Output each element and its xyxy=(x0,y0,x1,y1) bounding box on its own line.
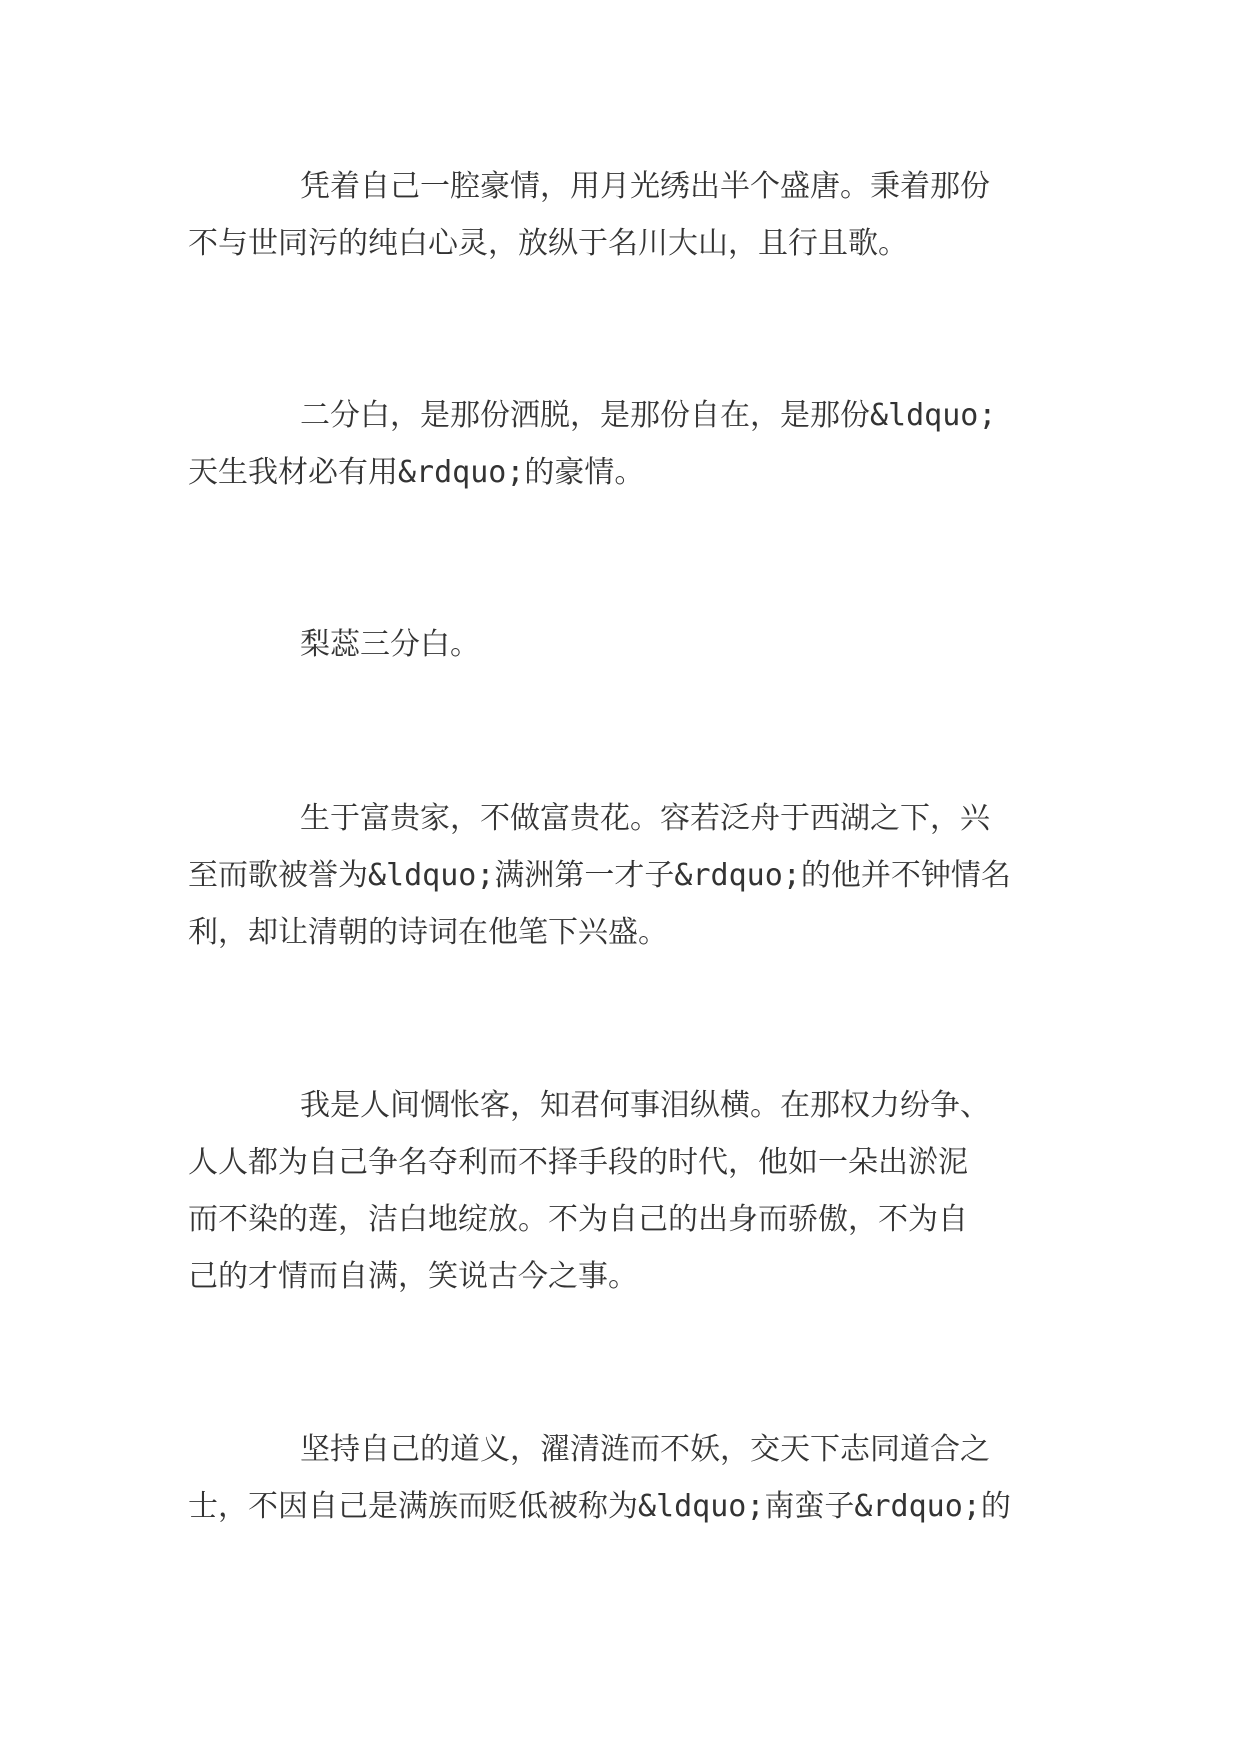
paragraph-3 xyxy=(188,616,1058,673)
paragraph-2-line-2: 天生我材必有用&rdquo;的豪情。 xyxy=(188,455,645,490)
paragraph-1-line-1: 凭着自己一腔豪情，用月光绣出半个盛唐。秉着那份 xyxy=(300,169,990,204)
paragraph-5-line-2: 人人都为自己争名夺利而不择手段的时代，他如一朵出淤泥 xyxy=(188,1145,968,1180)
paragraph-1 xyxy=(188,158,1058,272)
paragraph-6-line-2: 士，不因自己是满族而贬低被称为&ldquo;南蛮子&rdquo;的 xyxy=(188,1489,1011,1524)
paragraph-1-line-2: 不与世同污的纯白心灵，放纵于名川大山，且行且歌。 xyxy=(188,226,908,261)
paragraph-5 xyxy=(188,1077,1058,1305)
paragraph-4-line-2: 至而歌被誉为&ldquo;满洲第一才子&rdquo;的他并不钟情名 xyxy=(188,858,1011,893)
paragraph-3-line-1: 梨蕊三分白。 xyxy=(300,627,480,662)
paragraph-5-line-3: 而不染的莲，洁白地绽放。不为自己的出身而骄傲，不为自 xyxy=(188,1202,968,1237)
paragraph-2 xyxy=(188,387,1058,501)
paragraph-2-line-1: 二分白，是那份洒脱，是那份自在，是那份&ldquo; xyxy=(300,398,997,433)
paragraph-4 xyxy=(188,790,1058,961)
paragraph-4-line-3: 利，却让清朝的诗词在他笔下兴盛。 xyxy=(188,915,668,950)
paragraph-4-line-1: 生于富贵家，不做富贵花。容若泛舟于西湖之下，兴 xyxy=(300,801,990,836)
paragraph-5-line-1: 我是人间惆怅客，知君何事泪纵横。在那权力纷争、 xyxy=(300,1088,990,1123)
paragraph-6-line-1: 坚持自己的道义，濯清涟而不妖，交天下志同道合之 xyxy=(300,1432,990,1467)
paragraph-6 xyxy=(188,1421,1058,1535)
paragraph-5-line-4: 己的才情而自满，笑说古今之事。 xyxy=(188,1259,638,1294)
